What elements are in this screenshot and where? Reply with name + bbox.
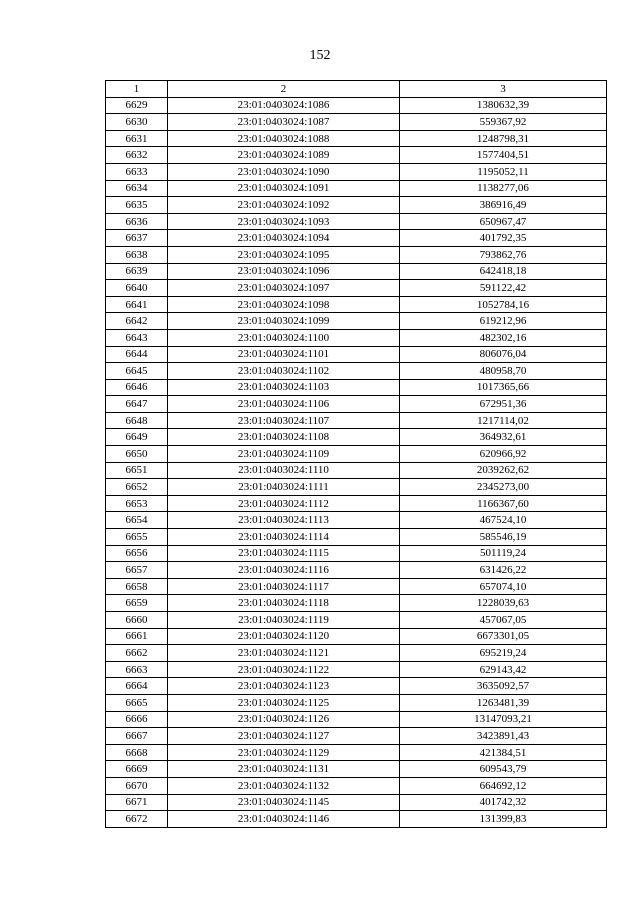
table-row — [106, 313, 607, 330]
table-row — [106, 263, 607, 280]
table-row — [106, 446, 607, 463]
cadastral-number-cell: 23:01:0403024:1103 — [168, 379, 400, 396]
column-header-2: 2 — [168, 81, 400, 98]
row-number-cell: 6638 — [106, 246, 168, 263]
page-number: 152 — [309, 48, 331, 63]
value-cell: 1052784,16 — [400, 296, 607, 313]
value-cell: 457067,05 — [400, 612, 607, 629]
value-cell: 559367,92 — [400, 114, 607, 131]
row-number-cell: 6639 — [106, 263, 168, 280]
row-number-cell: 6665 — [106, 694, 168, 711]
table-row — [106, 777, 607, 794]
value-cell: 619212,96 — [400, 313, 607, 330]
row-number-cell: 6641 — [106, 296, 168, 313]
row-number-cell: 6631 — [106, 130, 168, 147]
value-cell: 642418,18 — [400, 263, 607, 280]
table-row — [106, 429, 607, 446]
table-row — [106, 744, 607, 761]
value-cell: 401792,35 — [400, 230, 607, 247]
row-number-cell: 6654 — [106, 512, 168, 529]
cadastral-number-cell: 23:01:0403024:1094 — [168, 230, 400, 247]
value-cell: 1217114,02 — [400, 412, 607, 429]
value-cell: 664692,12 — [400, 777, 607, 794]
table-row — [106, 346, 607, 363]
cadastral-number-cell: 23:01:0403024:1087 — [168, 114, 400, 131]
cadastral-number-cell: 23:01:0403024:1090 — [168, 163, 400, 180]
table-row — [106, 147, 607, 164]
cadastral-number-cell: 23:01:0403024:1110 — [168, 462, 400, 479]
row-number-cell: 6664 — [106, 678, 168, 695]
table-body — [106, 97, 607, 827]
value-cell: 631426,22 — [400, 562, 607, 579]
cadastral-number-cell: 23:01:0403024:1114 — [168, 529, 400, 546]
cadastral-number-cell: 23:01:0403024:1131 — [168, 761, 400, 778]
row-number-cell: 6650 — [106, 446, 168, 463]
value-cell: 585546,19 — [400, 529, 607, 546]
column-header-1: 1 — [106, 81, 168, 98]
table-row — [106, 197, 607, 214]
cadastral-number-cell: 23:01:0403024:1101 — [168, 346, 400, 363]
table-row — [106, 462, 607, 479]
table-row — [106, 479, 607, 496]
cadastral-number-cell: 23:01:0403024:1093 — [168, 213, 400, 230]
table-row — [106, 412, 607, 429]
cadastral-number-cell: 23:01:0403024:1129 — [168, 744, 400, 761]
table-row — [106, 761, 607, 778]
value-cell: 13147093,21 — [400, 711, 607, 728]
value-cell: 1248798,31 — [400, 130, 607, 147]
row-number-cell: 6640 — [106, 280, 168, 297]
cadastral-number-cell: 23:01:0403024:1109 — [168, 446, 400, 463]
cadastral-number-cell: 23:01:0403024:1096 — [168, 263, 400, 280]
table-row — [106, 562, 607, 579]
table-header — [106, 81, 607, 98]
cadastral-number-cell: 23:01:0403024:1092 — [168, 197, 400, 214]
row-number-cell: 6671 — [106, 794, 168, 811]
table-row — [106, 728, 607, 745]
value-cell: 3635092,57 — [400, 678, 607, 695]
value-cell: 1263481,39 — [400, 694, 607, 711]
value-cell: 480958,70 — [400, 363, 607, 380]
value-cell: 1017365,66 — [400, 379, 607, 396]
row-number-cell: 6634 — [106, 180, 168, 197]
row-number-cell: 6643 — [106, 329, 168, 346]
table-row — [106, 379, 607, 396]
row-number-cell: 6653 — [106, 495, 168, 512]
table-row — [106, 363, 607, 380]
cadastral-number-cell: 23:01:0403024:1106 — [168, 396, 400, 413]
cadastral-number-cell: 23:01:0403024:1113 — [168, 512, 400, 529]
cadastral-number-cell: 23:01:0403024:1115 — [168, 545, 400, 562]
row-number-cell: 6661 — [106, 628, 168, 645]
value-cell: 1195052,11 — [400, 163, 607, 180]
table-row — [106, 495, 607, 512]
row-number-cell: 6635 — [106, 197, 168, 214]
row-number-cell: 6632 — [106, 147, 168, 164]
value-cell: 421384,51 — [400, 744, 607, 761]
row-number-cell: 6636 — [106, 213, 168, 230]
table-row — [106, 711, 607, 728]
cadastral-number-cell: 23:01:0403024:1145 — [168, 794, 400, 811]
table-row — [106, 130, 607, 147]
row-number-cell: 6657 — [106, 562, 168, 579]
row-number-cell: 6659 — [106, 595, 168, 612]
cadastral-number-cell: 23:01:0403024:1118 — [168, 595, 400, 612]
value-cell: 2345273,00 — [400, 479, 607, 496]
table-row — [106, 246, 607, 263]
cadastral-number-cell: 23:01:0403024:1127 — [168, 728, 400, 745]
table-row — [106, 612, 607, 629]
table-row — [106, 545, 607, 562]
table-row — [106, 280, 607, 297]
cadastral-number-cell: 23:01:0403024:1097 — [168, 280, 400, 297]
cadastral-number-cell: 23:01:0403024:1088 — [168, 130, 400, 147]
table-row — [106, 628, 607, 645]
cadastral-number-cell: 23:01:0403024:1123 — [168, 678, 400, 695]
value-cell: 1380632,39 — [400, 97, 607, 114]
value-cell: 629143,42 — [400, 661, 607, 678]
row-number-cell: 6637 — [106, 230, 168, 247]
cadastral-number-cell: 23:01:0403024:1120 — [168, 628, 400, 645]
table-row — [106, 595, 607, 612]
value-cell: 650967,47 — [400, 213, 607, 230]
table-row — [106, 512, 607, 529]
row-number-cell: 6663 — [106, 661, 168, 678]
table-row — [106, 529, 607, 546]
value-cell: 131399,83 — [400, 811, 607, 828]
row-number-cell: 6667 — [106, 728, 168, 745]
registry-table — [105, 80, 607, 828]
row-number-cell: 6656 — [106, 545, 168, 562]
cadastral-number-cell: 23:01:0403024:1121 — [168, 645, 400, 662]
value-cell: 620966,92 — [400, 446, 607, 463]
value-cell: 609543,79 — [400, 761, 607, 778]
value-cell: 386916,49 — [400, 197, 607, 214]
cadastral-number-cell: 23:01:0403024:1086 — [168, 97, 400, 114]
value-cell: 1577404,51 — [400, 147, 607, 164]
value-cell: 3423891,43 — [400, 728, 607, 745]
cadastral-number-cell: 23:01:0403024:1116 — [168, 562, 400, 579]
cadastral-number-cell: 23:01:0403024:1091 — [168, 180, 400, 197]
row-number-cell: 6658 — [106, 578, 168, 595]
value-cell: 501119,24 — [400, 545, 607, 562]
cadastral-number-cell: 23:01:0403024:1089 — [168, 147, 400, 164]
value-cell: 1138277,06 — [400, 180, 607, 197]
row-number-cell: 6662 — [106, 645, 168, 662]
table-row — [106, 694, 607, 711]
table-row — [106, 645, 607, 662]
cadastral-number-cell: 23:01:0403024:1112 — [168, 495, 400, 512]
value-cell: 695219,24 — [400, 645, 607, 662]
value-cell: 793862,76 — [400, 246, 607, 263]
row-number-cell: 6672 — [106, 811, 168, 828]
table-row — [106, 329, 607, 346]
row-number-cell: 6645 — [106, 363, 168, 380]
row-number-cell: 6660 — [106, 612, 168, 629]
cadastral-number-cell: 23:01:0403024:1100 — [168, 329, 400, 346]
row-number-cell: 6630 — [106, 114, 168, 131]
table-row — [106, 230, 607, 247]
table-row — [106, 213, 607, 230]
row-number-cell: 6642 — [106, 313, 168, 330]
cadastral-number-cell: 23:01:0403024:1111 — [168, 479, 400, 496]
table-row — [106, 811, 607, 828]
cadastral-number-cell: 23:01:0403024:1108 — [168, 429, 400, 446]
table-row — [106, 661, 607, 678]
column-header-3: 3 — [400, 81, 607, 98]
cadastral-number-cell: 23:01:0403024:1102 — [168, 363, 400, 380]
row-number-cell: 6646 — [106, 379, 168, 396]
table-row — [106, 396, 607, 413]
value-cell: 1166367,60 — [400, 495, 607, 512]
table-row — [106, 163, 607, 180]
cadastral-number-cell: 23:01:0403024:1122 — [168, 661, 400, 678]
table-row — [106, 296, 607, 313]
row-number-cell: 6670 — [106, 777, 168, 794]
cadastral-number-cell: 23:01:0403024:1132 — [168, 777, 400, 794]
value-cell: 364932,61 — [400, 429, 607, 446]
cadastral-number-cell: 23:01:0403024:1095 — [168, 246, 400, 263]
cadastral-number-cell: 23:01:0403024:1146 — [168, 811, 400, 828]
table-row — [106, 794, 607, 811]
row-number-cell: 6647 — [106, 396, 168, 413]
value-cell: 401742,32 — [400, 794, 607, 811]
value-cell: 672951,36 — [400, 396, 607, 413]
table-row — [106, 578, 607, 595]
value-cell: 1228039,63 — [400, 595, 607, 612]
row-number-cell: 6649 — [106, 429, 168, 446]
value-cell: 6673301,05 — [400, 628, 607, 645]
row-number-cell: 6629 — [106, 97, 168, 114]
row-number-cell: 6655 — [106, 529, 168, 546]
cadastral-number-cell: 23:01:0403024:1099 — [168, 313, 400, 330]
row-number-cell: 6651 — [106, 462, 168, 479]
cadastral-number-cell: 23:01:0403024:1119 — [168, 612, 400, 629]
row-number-cell: 6644 — [106, 346, 168, 363]
cadastral-number-cell: 23:01:0403024:1107 — [168, 412, 400, 429]
table-row — [106, 678, 607, 695]
value-cell: 467524,10 — [400, 512, 607, 529]
row-number-cell: 6669 — [106, 761, 168, 778]
table-row — [106, 180, 607, 197]
table-row — [106, 114, 607, 131]
header-row — [106, 81, 607, 98]
cadastral-number-cell: 23:01:0403024:1098 — [168, 296, 400, 313]
cadastral-number-cell: 23:01:0403024:1125 — [168, 694, 400, 711]
value-cell: 2039262,62 — [400, 462, 607, 479]
table-row — [106, 97, 607, 114]
cadastral-number-cell: 23:01:0403024:1126 — [168, 711, 400, 728]
cadastral-number-cell: 23:01:0403024:1117 — [168, 578, 400, 595]
row-number-cell: 6633 — [106, 163, 168, 180]
value-cell: 482302,16 — [400, 329, 607, 346]
row-number-cell: 6648 — [106, 412, 168, 429]
row-number-cell: 6666 — [106, 711, 168, 728]
value-cell: 591122,42 — [400, 280, 607, 297]
value-cell: 806076,04 — [400, 346, 607, 363]
value-cell: 657074,10 — [400, 578, 607, 595]
row-number-cell: 6652 — [106, 479, 168, 496]
row-number-cell: 6668 — [106, 744, 168, 761]
